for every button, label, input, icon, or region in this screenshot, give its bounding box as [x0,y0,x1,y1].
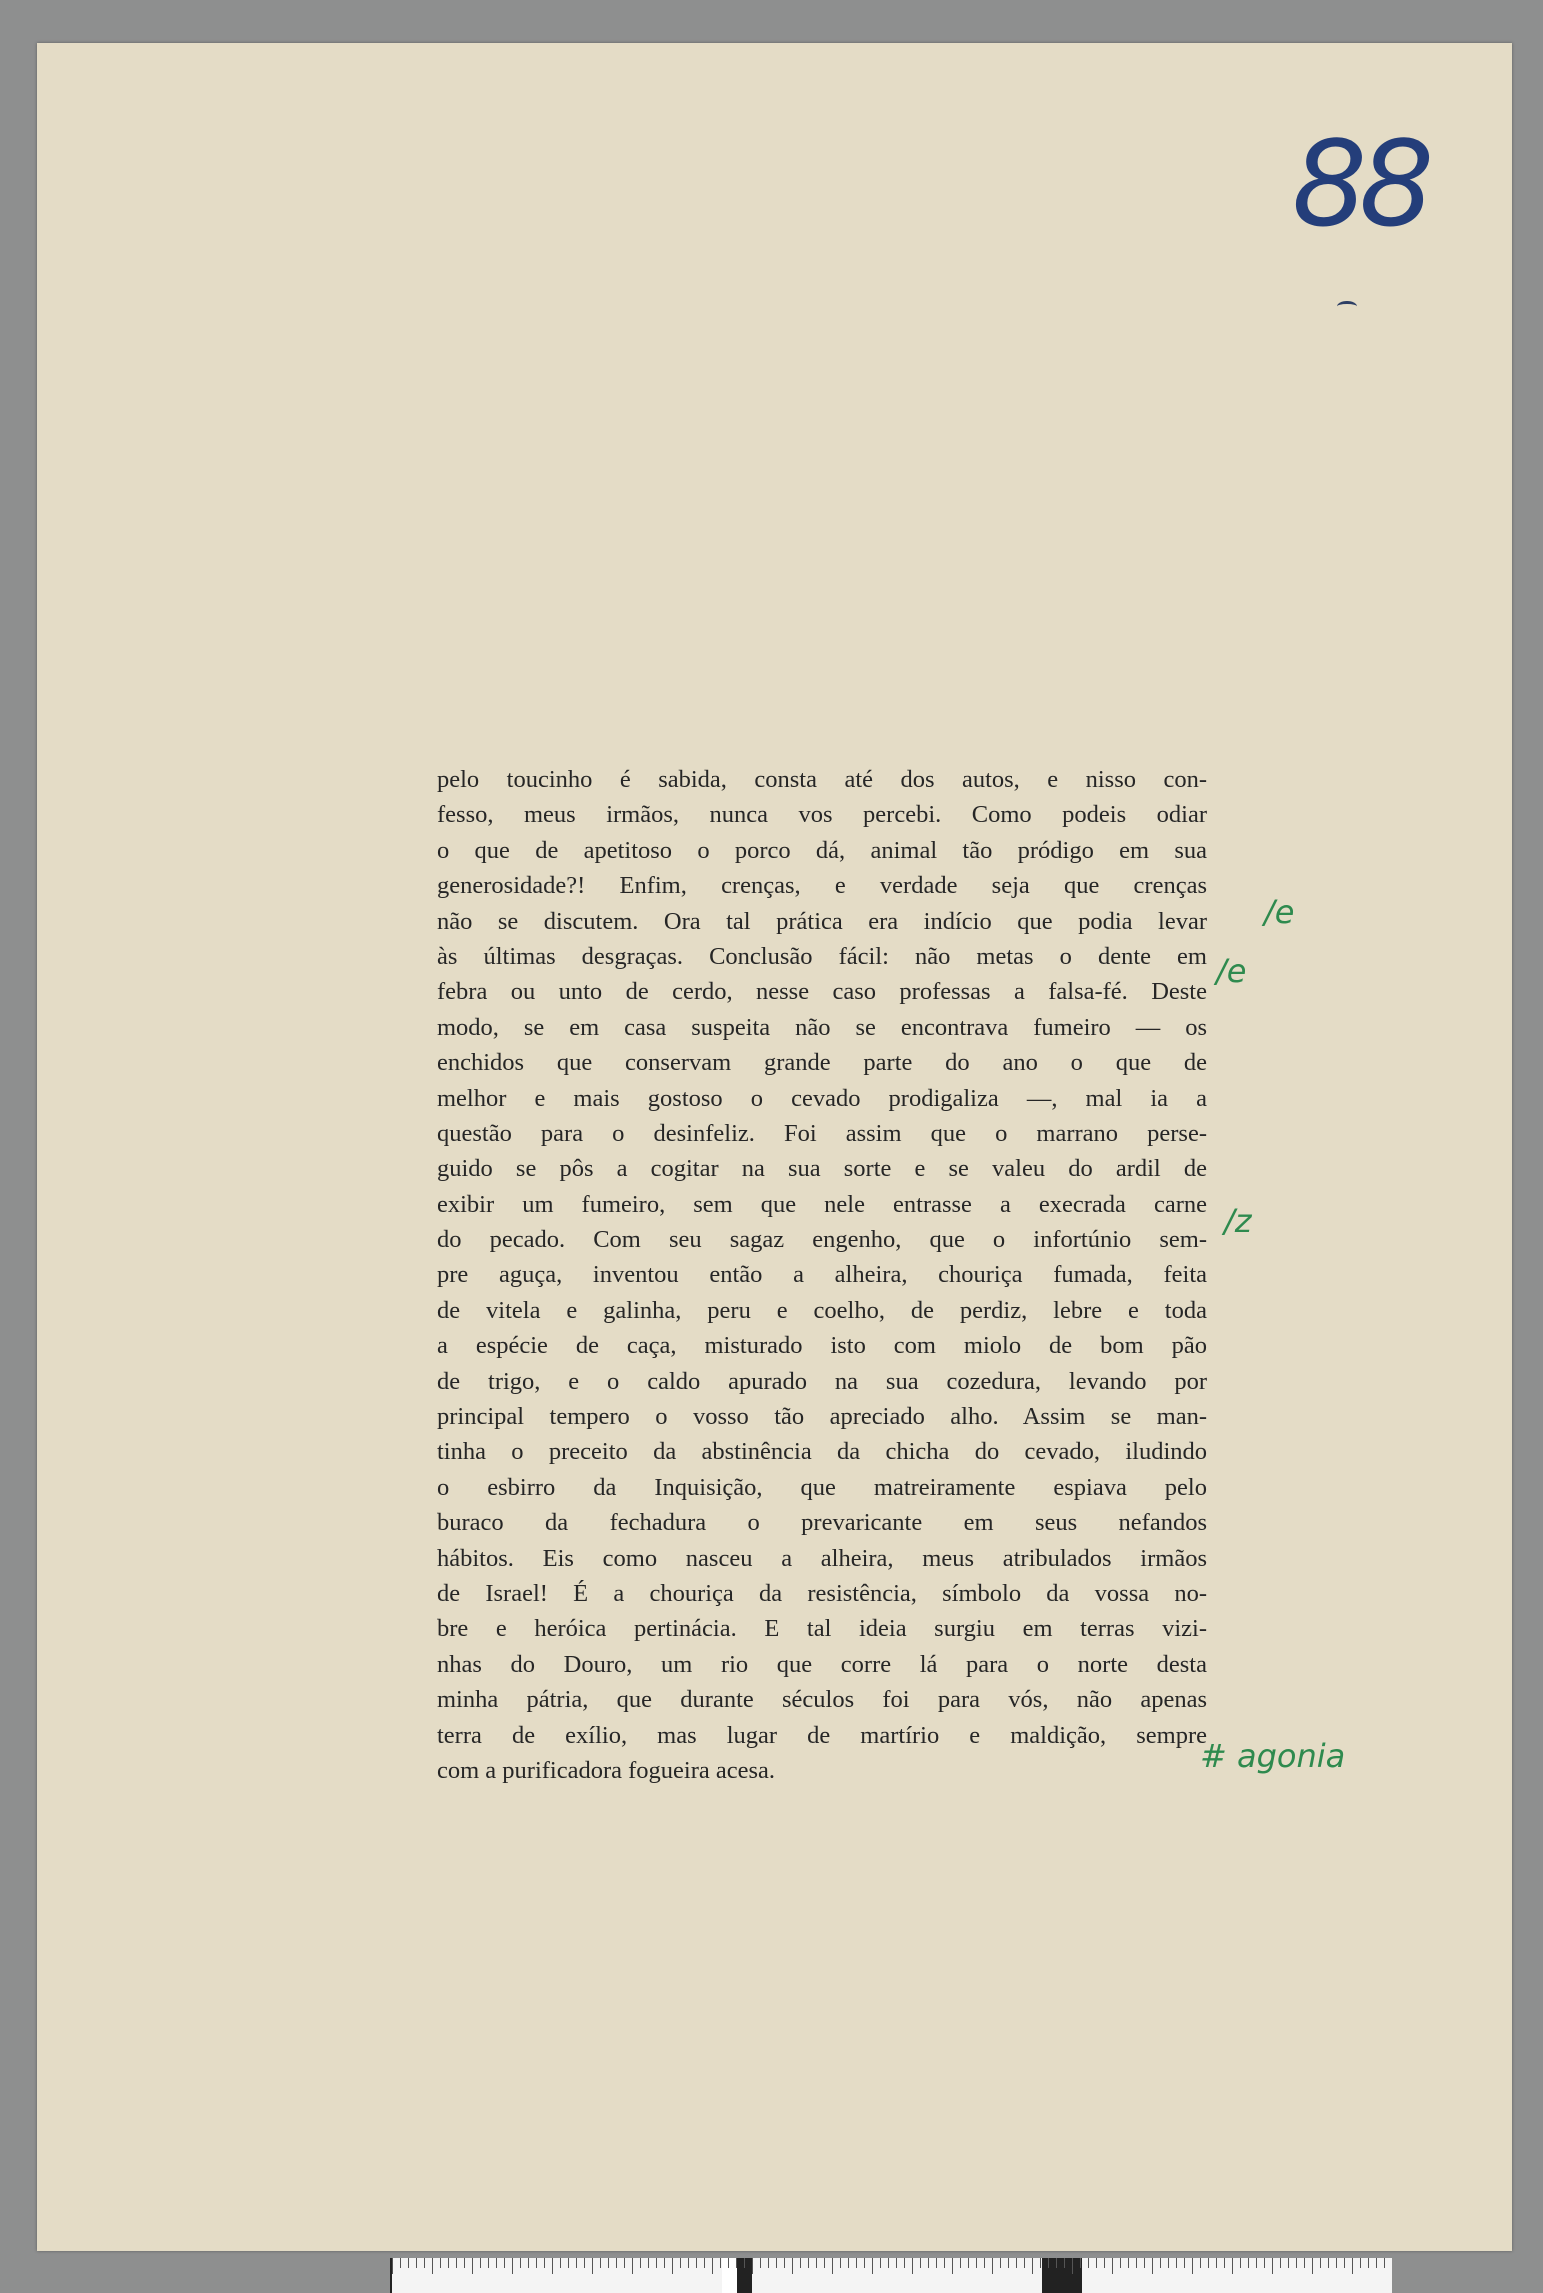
ruler-tick [1264,2258,1265,2268]
text-line: principal tempero o vosso tão apreciado alho. Assim se man- [437,1403,1207,1431]
ruler-tick [1296,2258,1297,2268]
text-line: de vitela e galinha, peru e coelho, de perdiz, lebre e toda [437,1296,1207,1324]
ruler-tick [840,2258,841,2268]
ruler-tick [712,2258,713,2274]
ruler-tick [784,2258,785,2268]
ruler-tick [664,2258,665,2268]
text-line: às últimas desgraças. Conclusão fácil: não metas o dente em [437,942,1207,970]
color-scale-ruler [390,2258,1392,2293]
ruler-tick [744,2258,745,2268]
ruler-tick [472,2258,473,2274]
ruler-tick [512,2258,513,2274]
text-line: nhas do Douro, um rio que corre lá para o norte desta [437,1650,1207,1678]
text-line: pre aguça, inventou então a alheira, chouriça fumada, feita [437,1261,1207,1289]
ruler-tick [944,2258,945,2268]
ruler-tick [752,2258,753,2274]
ruler-tick [728,2258,729,2268]
ruler-tick [768,2258,769,2268]
text-line: hábitos. Eis como nasceu a alheira, meus atribulados irmãos [437,1544,1207,1572]
ruler-tick [1000,2258,1001,2268]
ruler-tick [1048,2258,1049,2268]
ruler-tick [1224,2258,1225,2268]
ruler-tick [1328,2258,1329,2268]
text-line: buraco da fechadura o prevaricante em seus nefandos [437,1509,1207,1537]
ruler-tick [912,2258,913,2274]
ruler-tick [1136,2258,1137,2268]
ruler-tick [600,2258,601,2268]
ruler-tick [928,2258,929,2268]
ruler-tick [416,2258,417,2268]
ruler-tick [1352,2258,1353,2274]
ruler-tick [1024,2258,1025,2268]
ruler-tick [888,2258,889,2268]
ruler-tick [800,2258,801,2268]
text-line: de trigo, e o caldo apurado na sua cozedura, levando por [437,1367,1207,1395]
body-text [437,762,1207,1788]
ruler-tick [824,2258,825,2268]
ruler-tick [544,2258,545,2268]
ruler-tick [1008,2258,1009,2268]
ruler-tick [480,2258,481,2268]
ruler-tick [1272,2258,1273,2274]
text-line: guido se pôs a cogitar na sua sorte e se valeu do ardil de [437,1155,1207,1183]
ruler-tick [1232,2258,1233,2274]
ruler-tick [1200,2258,1201,2268]
ruler-tick [576,2258,577,2268]
ruler-tick [432,2258,433,2274]
ruler-tick [424,2258,425,2268]
ruler-tick [1240,2258,1241,2268]
ruler-tick [736,2258,737,2268]
ruler-tick [776,2258,777,2268]
ruler-tick [560,2258,561,2268]
ruler-tick [1088,2258,1089,2268]
ruler-tick [1104,2258,1105,2268]
ruler-tick [1208,2258,1209,2268]
ruler-tick [832,2258,833,2274]
text-line: pelo toucinho é sabida, consta até dos autos, e nisso con- [437,766,1207,793]
ruler-tick [968,2258,969,2268]
ruler-tick [1360,2258,1361,2268]
ruler-tick [720,2258,721,2268]
ruler-tick [640,2258,641,2268]
ruler-tick [520,2258,521,2268]
ruler-tick [992,2258,993,2274]
ruler-tick [1040,2258,1041,2268]
ruler-tick [1304,2258,1305,2268]
document-page [37,43,1512,2251]
ruler-tick [448,2258,449,2268]
text-line: enchidos que conservam grande parte do ano o que de [437,1049,1207,1077]
ruler-tick [1064,2258,1065,2268]
margin-note-1: /e [1264,893,1295,931]
ruler-tick [1376,2258,1377,2268]
ruler-tick [688,2258,689,2268]
text-line: não se discutem. Ora tal prática era indício que podia levar [437,907,1207,935]
ruler-tick [704,2258,705,2268]
ruler-tick [1112,2258,1113,2274]
ruler-tick [864,2258,865,2268]
ruler-tick [504,2258,505,2268]
text-line: de Israel! É a chouriça da resistência, símbolo da vossa no- [437,1579,1207,1607]
ruler-tick [760,2258,761,2268]
ruler-tick [1016,2258,1017,2268]
ruler-tick [856,2258,857,2268]
text-line: febra ou unto de cerdo, nesse caso professas a falsa-fé. Deste [437,978,1207,1006]
ruler-tick [816,2258,817,2268]
ruler-tick [584,2258,585,2268]
text-line: do pecado. Com seu sagaz engenho, que o infortúnio sem- [437,1226,1207,1254]
text-line: a espécie de caça, misturado isto com miolo de bom pão [437,1332,1207,1360]
ruler-tick [672,2258,673,2274]
text-line: o que de apetitoso o porco dá, animal tão pródigo em sua [437,836,1207,864]
text-line: melhor e mais gostoso o cevado prodigaliza —, mal ia a [437,1084,1207,1112]
text-line: o esbirro da Inquisição, que matreiramente espiava pelo [437,1473,1207,1501]
margin-note-3: /z [1224,1202,1252,1240]
ruler-tick [632,2258,633,2274]
pen-mark [1337,301,1357,312]
ruler-tick [552,2258,553,2274]
text-line: tinha o preceito da abstinência da chicha do cevado, iludindo [437,1438,1207,1466]
ruler-tick [1032,2258,1033,2274]
ruler-tick [1288,2258,1289,2268]
ruler-tick [1280,2258,1281,2268]
ruler-tick [624,2258,625,2268]
ruler-tick [592,2258,593,2274]
handwritten-page-number: 88 [1292,115,1427,253]
ruler-tick [1168,2258,1169,2268]
ruler-tick [616,2258,617,2268]
ruler-tick [1248,2258,1249,2268]
ruler-tick [1176,2258,1177,2268]
ruler-tick [848,2258,849,2268]
ruler-tick [1192,2258,1193,2274]
margin-note-2: /e [1216,952,1247,990]
text-line: bre e heróica pertinácia. E tal ideia surgiu em terras vizi- [437,1615,1207,1643]
ruler-tick [880,2258,881,2268]
ruler-tick [936,2258,937,2268]
ruler-tick [696,2258,697,2268]
ruler-tick [1344,2258,1345,2268]
ruler-tick [648,2258,649,2268]
ruler-tick [792,2258,793,2274]
ruler-tick [464,2258,465,2268]
ruler-tick [1056,2258,1057,2268]
ruler-tick [976,2258,977,2268]
ruler-tick [1072,2258,1073,2274]
ruler-tick [1336,2258,1337,2268]
ruler-tick [1128,2258,1129,2268]
text-line: modo, se em casa suspeita não se encontrava fumeiro — os [437,1013,1207,1041]
text-line: minha pátria, que durante séculos foi para vós, não apenas [437,1686,1207,1714]
text-line: com a purificadora fogueira acesa. [437,1756,776,1784]
ruler-tick [536,2258,537,2268]
ruler-tick [1160,2258,1161,2268]
margin-note-4: # agonia [1200,1737,1346,1775]
text-line: questão para o desinfeliz. Foi assim que o marrano perse- [437,1119,1207,1147]
ruler-tick [1184,2258,1185,2268]
ruler-tick [1144,2258,1145,2268]
ruler-tick [920,2258,921,2268]
ruler-tick [960,2258,961,2268]
text-line: exibir um fumeiro, sem que nele entrasse a execrada carne [437,1190,1207,1218]
ruler-tick [408,2258,409,2268]
ruler-tick [808,2258,809,2268]
ruler-tick [488,2258,489,2268]
ruler-tick [1384,2258,1385,2268]
ruler-tick [456,2258,457,2268]
ruler-tick [1152,2258,1153,2274]
text-line: generosidade?! Enfim, crenças, e verdade seja que crenças [437,872,1207,900]
ruler-tick [568,2258,569,2268]
ruler-tick [680,2258,681,2268]
ruler-tick [1256,2258,1257,2268]
ruler-tick [896,2258,897,2268]
ruler-tick [440,2258,441,2268]
text-line: fesso, meus irmãos, nunca vos percebi. Como podeis odiar [437,801,1207,829]
ruler-tick [656,2258,657,2268]
ruler-tick [528,2258,529,2268]
ruler-tick [1320,2258,1321,2268]
ruler-tick [872,2258,873,2274]
ruler-tick [400,2258,401,2268]
text-line: terra de exílio, mas lugar de martírio e maldição, sempre [437,1721,1207,1749]
ruler-tick [1368,2258,1369,2268]
ruler-segment [722,2258,737,2293]
ruler-tick [1216,2258,1217,2268]
ruler-tick [1096,2258,1097,2268]
ruler-tick [1080,2258,1081,2268]
ruler-tick [904,2258,905,2268]
ruler-tick [984,2258,985,2268]
ruler-tick [1120,2258,1121,2268]
ruler-tick [496,2258,497,2268]
ruler-tick [1312,2258,1313,2274]
ruler-tick [608,2258,609,2268]
ruler-tick [952,2258,953,2274]
ruler-tick [392,2258,393,2274]
